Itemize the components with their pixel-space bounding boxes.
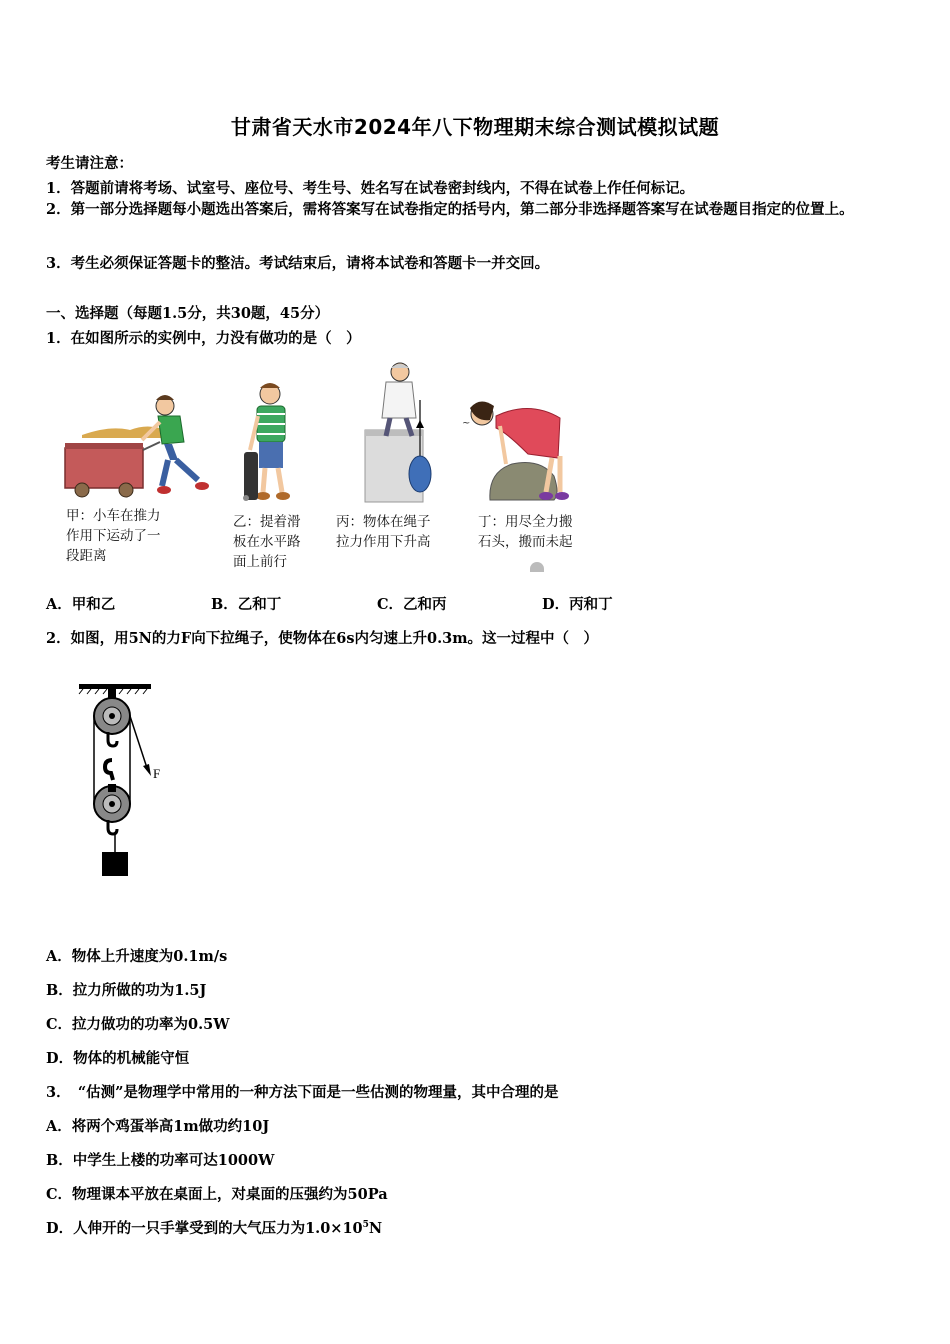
q1-caption-jia: 甲：小车在推力 作用下运动了一 段距离: [66, 508, 161, 564]
q2-option-d: D．物体的机械能守恒: [46, 1050, 190, 1067]
force-label-f: F: [153, 766, 161, 781]
cart-scene-illustration: [65, 395, 209, 497]
q3-option-b: B．中学生上楼的功率可达1000W: [46, 1152, 275, 1169]
q2-option-b: B．拉力所做的功为1.5J: [46, 982, 207, 999]
q3-option-d-exponent: 5: [362, 1220, 369, 1231]
q3-option-c: C．物理课本平放在桌面上，对桌面的压强约为50Pa: [46, 1186, 388, 1203]
q2-pulley-figure: [75, 680, 185, 880]
notice-item-2: 2．第一部分选择题每小题选出答案后，需将答案写在试卷指定的括号内，第二部分非选择题答案写在试卷题目指定的位置上。: [46, 201, 854, 218]
q1-stem: 1．在如图所示的实例中，力没有做功的是（ ）: [46, 330, 361, 347]
q2-option-a: A．物体上升速度为0.1m/s: [46, 948, 228, 965]
q1-caption-yi: 乙：提着滑 板在水平路 面上前行: [233, 514, 301, 570]
notice-item-1: 1．答题前请将考场、试室号、座位号、考生号、姓名写在试卷密封线内，不得在试卷上作任何标记。: [46, 180, 695, 197]
q1-caption-bing: 丙：物体在绳子 拉力作用下升高: [336, 514, 431, 550]
skateboard-boy-illustration: [243, 383, 290, 501]
q3-option-d: [46, 1217, 382, 1238]
q1-option-b: B．乙和丁: [211, 596, 282, 613]
rope-lift-illustration: [365, 363, 431, 502]
q1-option-d: D．丙和丁: [542, 596, 613, 613]
q3-option-d-text: D．人伸开的一只手掌受到的大气压力为1.0×10: [46, 1220, 363, 1237]
q1-figure: [60, 360, 600, 505]
q1-option-c: C．乙和丙: [377, 596, 447, 613]
notice-item-3: 3．考生必须保证答题卡的整洁。考试结束后，请将本试卷和答题卡一并交回。: [46, 255, 550, 272]
stone-lift-illustration: [462, 401, 569, 500]
notice-heading: 考生请注意：: [46, 155, 133, 172]
svg-text:~: ~: [462, 418, 471, 429]
q1-caption-ding: 丁：用尽全力搬 石头，搬而未起: [478, 514, 573, 550]
q3-stem: 3． “估测”是物理学中常用的一种方法下面是一些估测的物理量，其中合理的是: [46, 1084, 559, 1101]
section-heading: 一、选择题（每题1.5分，共30题，45分）: [46, 305, 330, 322]
q1-option-a: A．甲和乙: [46, 596, 116, 613]
small-face-icon: [530, 562, 544, 572]
q2-option-c: C．拉力做功的功率为0.5W: [46, 1016, 230, 1033]
q2-stem: 2．如图，用5N的力F向下拉绳子，使物体在6s内匀速上升0.3m。这一过程中（ ）: [46, 630, 599, 647]
q3-option-d-unit: N: [368, 1220, 383, 1237]
q3-option-a: A．将两个鸡蛋举高1m做功约10J: [46, 1118, 270, 1135]
page-title: 甘肃省天水市2024年八下物理期末综合测试模拟试题: [230, 115, 720, 139]
